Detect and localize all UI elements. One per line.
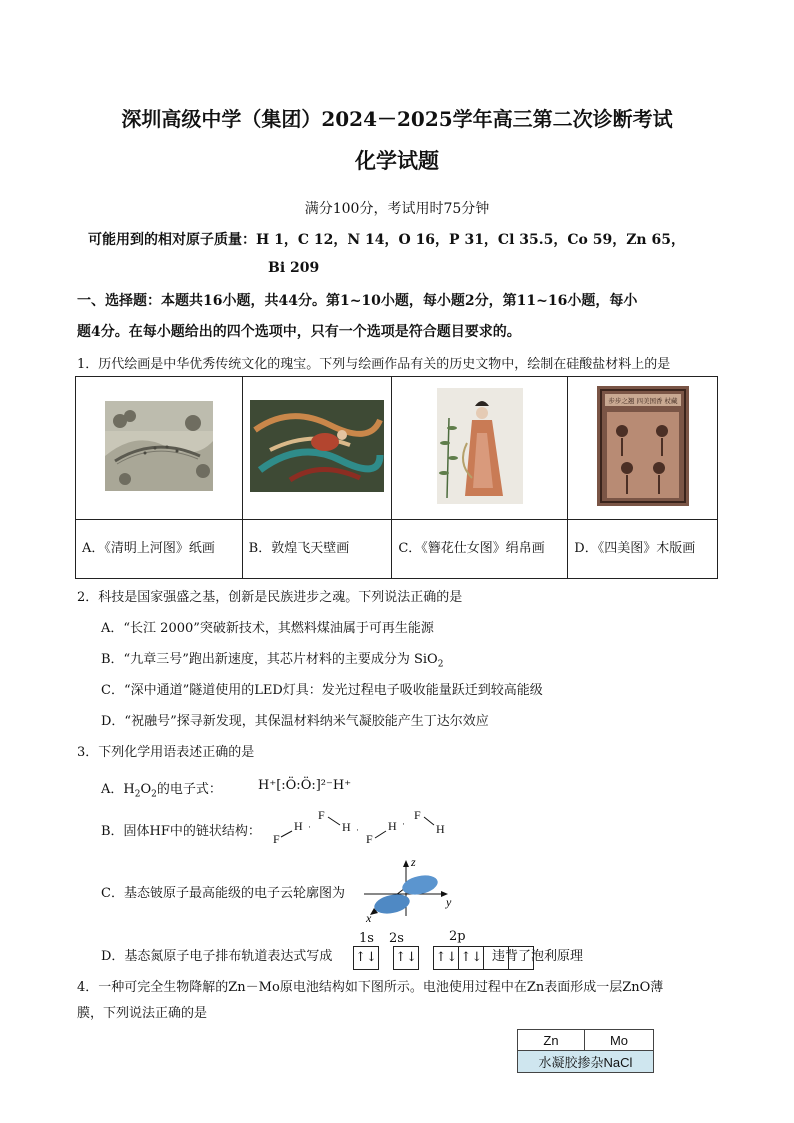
svg-text:·: ·	[402, 819, 405, 829]
orbital-box-1s: ↑↓	[353, 946, 379, 970]
q1-options-table	[75, 376, 718, 579]
hydrogel-electrolyte: 水凝胶掺杂NaCl	[518, 1051, 654, 1073]
exam-subtitle: 化学试题	[355, 148, 439, 173]
q4-stem-line1: 4．一种可完全生物降解的Zn－Mo原电池结构如下图所示。电池使用过程中在Zn表面形成一层ZnO薄	[77, 980, 664, 995]
h2o2-electron-formula: H⁺[:Ö:Ö:]²⁻H⁺	[258, 778, 352, 793]
atomic-masses-line2: Bi 209	[268, 260, 320, 276]
orbital-box-2s: ↑↓	[393, 946, 419, 970]
section1-line2: 题4分。在每小题给出的四个选项中，只有一个选项是符合题目要求的。	[77, 324, 521, 340]
svg-text:F: F	[318, 808, 325, 822]
mo-electrode: Mo	[585, 1030, 654, 1051]
orbital-label-2s: 2s	[389, 931, 404, 946]
exam-title: 深圳高级中学（集团）2024－2025学年高三第二次诊断考试	[121, 107, 673, 131]
q1-image-b-cell	[242, 377, 392, 520]
svg-text:H: H	[342, 820, 351, 834]
exam-info: 满分100分，考试用时75分钟	[304, 201, 490, 217]
q3-stem: 3．下列化学用语表述正确的是	[77, 745, 255, 760]
q2-option-b: B．“九章三号”跑出新速度，其芯片材料的主要成分为 SiO$_2$	[101, 652, 444, 670]
q3-option-a: A．$H_2O_2$的电子式：	[101, 782, 222, 800]
zn-mo-cell-diagram	[517, 1029, 654, 1073]
svg-text:·: ·	[308, 822, 311, 832]
q1-option-a: A．《清明上河图》纸画	[76, 520, 243, 579]
dunhuang-mural-image	[250, 400, 384, 492]
svg-text:F: F	[273, 832, 280, 846]
orbital-label-2p: 2p	[449, 929, 466, 944]
q2-option-a: A．“长江 2000”突破新技术，其燃料煤油属于可再生能源	[101, 621, 434, 636]
q1-image-c-cell	[392, 377, 568, 520]
q1-image-d-cell	[568, 377, 718, 520]
q4-stem-line2: 膜，下列说法正确的是	[77, 1006, 208, 1021]
hf-chain-structure-diagram	[268, 805, 458, 847]
axis-x-label: x	[366, 911, 372, 924]
svg-text:·: ·	[356, 825, 359, 835]
q1-option-c: C．《簪花仕女图》绢帛画	[392, 520, 568, 579]
q3-option-b: B．固体HF中的链状结构：	[101, 824, 261, 839]
svg-text:F: F	[414, 808, 421, 822]
woodblock-print-image	[597, 386, 689, 506]
qingming-painting-image	[105, 401, 213, 491]
q2-option-c: C．“深中通道”隧道使用的LED灯具：发光过程电子吸收能量跃迁到较高能级	[101, 683, 543, 698]
svg-text:H: H	[436, 822, 445, 836]
axis-z-label: z	[411, 855, 416, 869]
q1-option-d: D．《四美图》木版画	[568, 520, 718, 579]
q1-stem: 1．历代绘画是中华优秀传统文化的瑰宝。下列与绘画作品有关的历史文物中，绘制在硅酸盐材料上的是	[77, 357, 671, 372]
q1-image-a-cell	[76, 377, 243, 520]
q2-stem: 2．科技是国家强盛之基，创新是民族进步之魂。下列说法正确的是	[77, 590, 463, 605]
lady-painting-image	[437, 388, 523, 504]
q3-option-c: C．基态铍原子最高能级的电子云轮廓图为	[101, 886, 345, 901]
svg-text:F: F	[366, 832, 373, 846]
q2-option-d: D．“祝融号”探寻新发现，其保温材料纳米气凝胶能产生丁达尔效应	[101, 714, 489, 729]
zn-electrode: Zn	[518, 1030, 585, 1051]
orbital-box-2p-1: ↑↓	[433, 946, 459, 970]
q3-option-d-text: D．基态氮原子电子排布轨道表达式写成	[101, 949, 333, 964]
svg-text:H: H	[388, 819, 397, 833]
atomic-masses-line1: 可能用到的相对原子质量：H 1，C 12，N 14，O 16，P 31，Cl 35.5，Co 59，Zn 65，	[88, 232, 685, 248]
q3-option-d-tail: 违背了泡利原理	[492, 949, 584, 964]
q1-option-b: B．敦煌飞天壁画	[242, 520, 392, 579]
axis-y-label: y	[446, 895, 452, 909]
orbital-label-1s: 1s	[359, 931, 374, 946]
svg-text:H: H	[294, 819, 303, 833]
orbital-box-2p-2: ↑↓	[459, 946, 484, 970]
woodblock-caption: 步步之翘 四美国香 杖藏	[608, 397, 678, 405]
section1-line1: 一、选择题：本题共16小题，共44分。第1~10小题，每小题2分，第11~16小题，每小	[77, 293, 638, 309]
p-orbital-diagram	[356, 854, 456, 924]
